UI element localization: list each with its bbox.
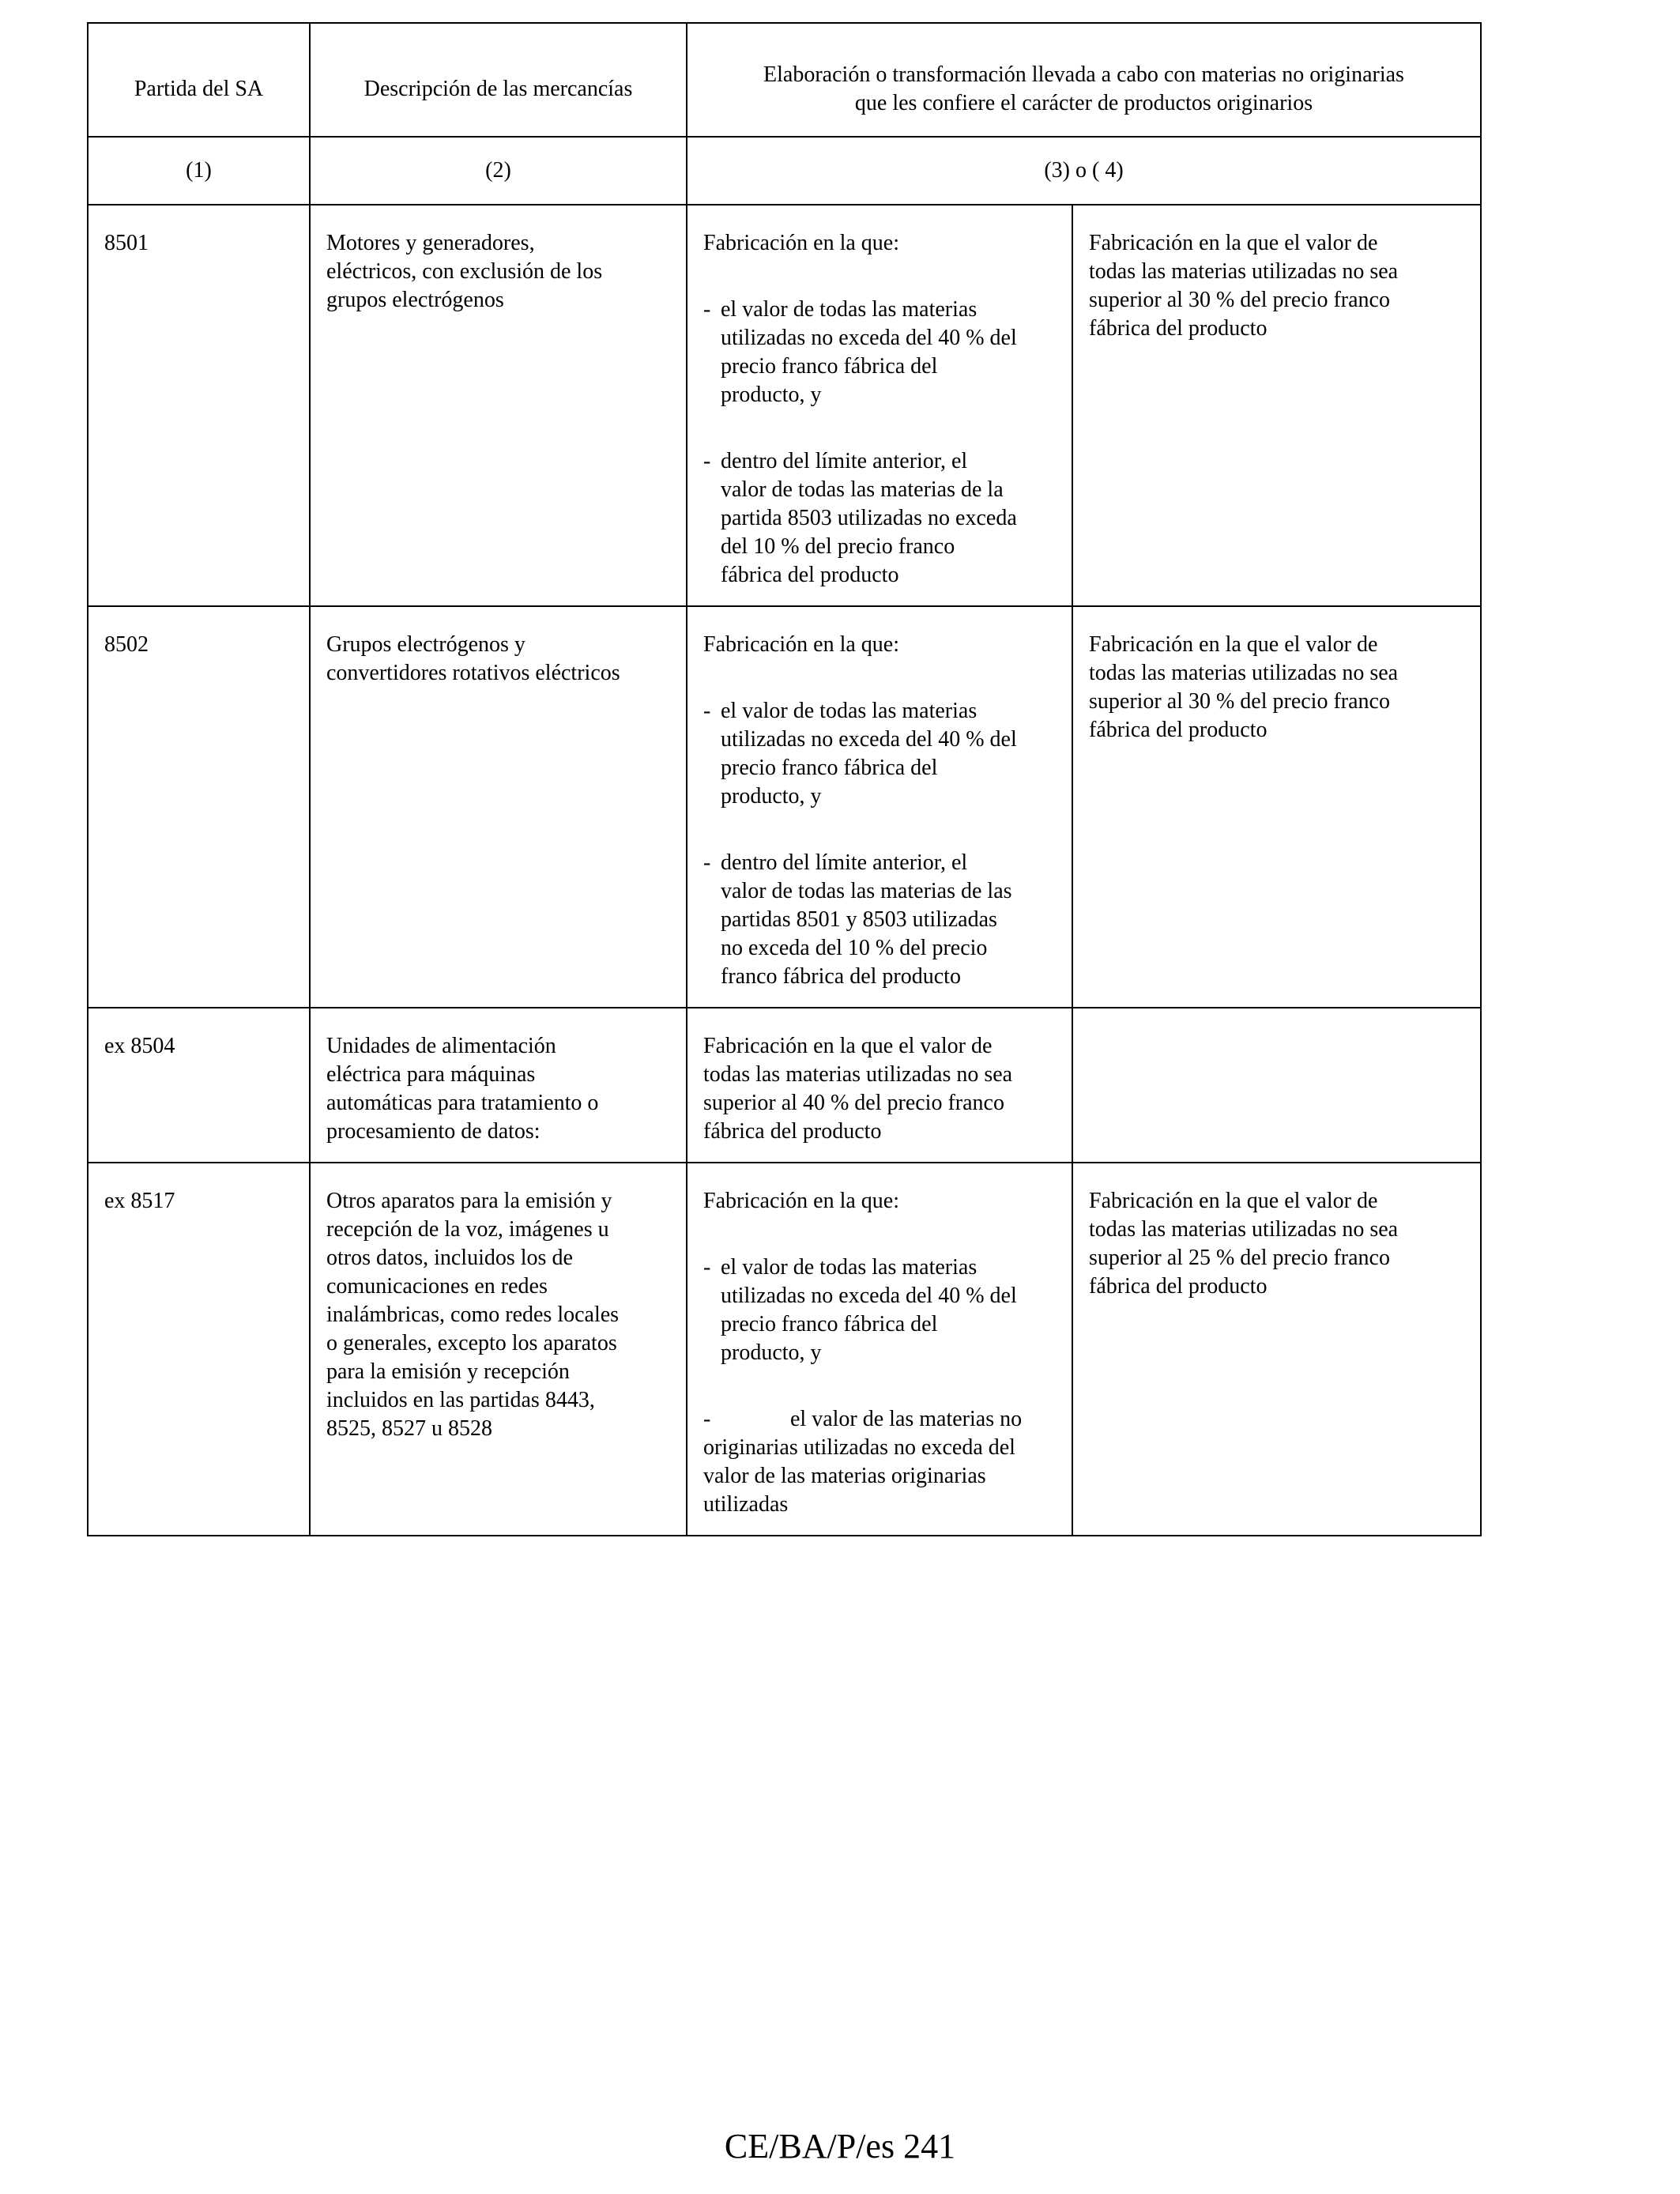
alternative-line: superior al 30 % del precio franco (1089, 288, 1390, 312)
description-cell (310, 606, 687, 1008)
bullet-text (721, 697, 1056, 811)
bullet-line: del 10 % del precio franco (721, 534, 955, 559)
description-line: eléctrica para máquinas (326, 1062, 536, 1087)
description-line: incluidos en las partidas 8443, (326, 1388, 595, 1412)
processing-intro: Fabricación en la que: (703, 632, 900, 657)
header-descripcion-text: Descripción de las mercancías (363, 77, 633, 101)
alternative-processing-cell (1072, 1008, 1481, 1163)
rules-of-origin-table (87, 22, 1482, 1536)
bullet-line: partida 8503 utilizadas no exceda (721, 506, 1017, 530)
hs-code: ex 8504 (104, 1034, 175, 1058)
header-elaboracion (687, 23, 1481, 137)
processing-cell (687, 205, 1072, 606)
description-line: Unidades de alimentación (326, 1034, 556, 1058)
hs-code-cell (88, 205, 310, 606)
hs-code: ex 8517 (104, 1189, 175, 1213)
colnum-3-4: (3) o ( 4) (687, 137, 1481, 205)
hs-code-cell (88, 606, 310, 1008)
column-number-row (88, 137, 1481, 205)
processing-line: superior al 40 % del precio franco (703, 1091, 1004, 1115)
bullet-line: precio franco fábrica del (721, 1312, 938, 1336)
bullet-line: producto, y (721, 784, 822, 809)
spacer (703, 409, 1056, 447)
description-line: convertidores rotativos eléctricos (326, 661, 620, 685)
bullet-line: utilizadas no exceda del 40 % del (721, 326, 1017, 350)
bullet-line: dentro del límite anterior, el (721, 850, 968, 875)
description-cell (310, 205, 687, 606)
page-reference: CE/BA/P/es 241 (724, 2127, 956, 2166)
processing-bullet (703, 1253, 1056, 1367)
processing-bullet (703, 447, 1056, 590)
processing-cell (687, 606, 1072, 1008)
alternative-line: superior al 30 % del precio franco (1089, 689, 1390, 714)
bullet-line: utilizadas no exceda del 40 % del (721, 727, 1017, 752)
bullet-line: dentro del límite anterior, el (721, 449, 968, 473)
header-row (88, 23, 1481, 137)
colnum-1: (1) (88, 137, 310, 205)
description-line: Motores y generadores, (326, 231, 535, 255)
processing-bullet (703, 1405, 1056, 1434)
bullet-line: originarias utilizadas no exceda del (703, 1435, 1015, 1460)
bullet-line: producto, y (721, 383, 822, 407)
alternative-line: fábrica del producto (1089, 1274, 1268, 1299)
processing-line: todas las materias utilizadas no sea (703, 1062, 1013, 1087)
hs-code-cell (88, 1008, 310, 1163)
alternative-processing-cell (1072, 205, 1481, 606)
description-cell (310, 1008, 687, 1163)
hs-code: 8501 (104, 231, 149, 255)
description-line: grupos electrógenos (326, 288, 504, 312)
processing-cell (687, 1008, 1072, 1163)
header-descripcion (310, 23, 687, 137)
header-elaboracion-line1: Elaboración o transformación llevada a cabo con materias no originarias (763, 62, 1404, 87)
bullet-dash: - (703, 297, 711, 322)
description-line: para la emisión y recepción (326, 1359, 570, 1384)
table-row (88, 205, 1481, 606)
bullet-line: no exceda del 10 % del precio (721, 936, 988, 960)
alternative-processing-cell (1072, 1163, 1481, 1536)
spacer (703, 1367, 1056, 1405)
bullet-line: franco fábrica del producto (721, 964, 961, 989)
description-line: Grupos electrógenos y (326, 632, 525, 657)
description-line: eléctricos, con exclusión de los (326, 259, 603, 284)
spacer (703, 258, 1056, 296)
bullet-line: partidas 8501 y 8503 utilizadas (721, 907, 997, 932)
bullet-dash: - (703, 850, 711, 875)
bullet-line: utilizadas no exceda del 40 % del (721, 1284, 1017, 1308)
bullet-line: valor de las materias originarias (703, 1464, 986, 1488)
bullet-line: el valor de todas las materias (721, 297, 977, 322)
processing-intro: Fabricación en la que: (703, 231, 900, 255)
processing-intro: Fabricación en la que: (703, 1189, 900, 1213)
processing-bullet (703, 849, 1056, 991)
spacer (703, 659, 1056, 697)
spacer (703, 1216, 1056, 1253)
processing-line: Fabricación en la que el valor de (703, 1034, 993, 1058)
alternative-line: fábrica del producto (1089, 316, 1268, 341)
description-line: o generales, excepto los aparatos (326, 1331, 617, 1355)
bullet-line: valor de todas las materias de las (721, 879, 1012, 903)
description-cell (310, 1163, 687, 1536)
bullet-text (721, 849, 1056, 991)
bullet-line: valor de todas las materias de la (721, 477, 1004, 502)
processing-bullet (703, 296, 1056, 409)
bullet-text: el valor de las materias no (790, 1407, 1023, 1431)
table-row (88, 1163, 1481, 1536)
alternative-line: todas las materias utilizadas no sea (1089, 1217, 1399, 1242)
description-line: inalámbricas, como redes locales (326, 1302, 620, 1327)
header-elaboracion-line2: que les confiere el carácter de productos originarios (854, 91, 1313, 115)
description-line: otros datos, incluidos los de (326, 1246, 573, 1270)
bullet-dash: - (703, 449, 711, 473)
alternative-line: todas las materias utilizadas no sea (1089, 259, 1399, 284)
description-line: 8525, 8527 u 8528 (326, 1416, 492, 1441)
bullet-text (721, 296, 1056, 409)
header-partida (88, 23, 310, 137)
bullet-dash: - (703, 1255, 711, 1280)
processing-cell (687, 1163, 1072, 1536)
bullet-text (721, 1253, 1056, 1367)
bullet-line: producto, y (721, 1340, 822, 1365)
processing-bullet (703, 697, 1056, 811)
table-row (88, 606, 1481, 1008)
bullet-line: fábrica del producto (721, 563, 899, 587)
alternative-line: fábrica del producto (1089, 718, 1268, 742)
bullet-dash: - (703, 1407, 711, 1431)
bullet-dash: - (703, 699, 711, 723)
alternative-line: todas las materias utilizadas no sea (1089, 661, 1399, 685)
colnum-2: (2) (310, 137, 687, 205)
processing-line: fábrica del producto (703, 1119, 882, 1144)
hs-code: 8502 (104, 632, 149, 657)
description-line: procesamiento de datos: (326, 1119, 541, 1144)
hs-code-cell (88, 1163, 310, 1536)
bullet-text (721, 447, 1056, 590)
alternative-line: Fabricación en la que el valor de (1089, 1189, 1378, 1213)
table-body (88, 205, 1481, 1536)
bullet-line: utilizadas (703, 1492, 789, 1517)
description-line: comunicaciones en redes (326, 1274, 548, 1299)
bullet-line: precio franco fábrica del (721, 756, 938, 780)
spacer (703, 811, 1056, 849)
table-row (88, 1008, 1481, 1163)
alternative-processing-cell (1072, 606, 1481, 1008)
description-line: automáticas para tratamiento o (326, 1091, 599, 1115)
bullet-line: el valor de todas las materias (721, 699, 977, 723)
header-partida-text: Partida del SA (134, 77, 264, 101)
description-line: recepción de la voz, imágenes u (326, 1217, 609, 1242)
alternative-line: Fabricación en la que el valor de (1089, 632, 1378, 657)
bullet-line: el valor de todas las materias (721, 1255, 977, 1280)
alternative-line: Fabricación en la que el valor de (1089, 231, 1378, 255)
description-line: Otros aparatos para la emisión y (326, 1189, 612, 1213)
bullet-line: precio franco fábrica del (721, 354, 938, 379)
alternative-line: superior al 25 % del precio franco (1089, 1246, 1390, 1270)
